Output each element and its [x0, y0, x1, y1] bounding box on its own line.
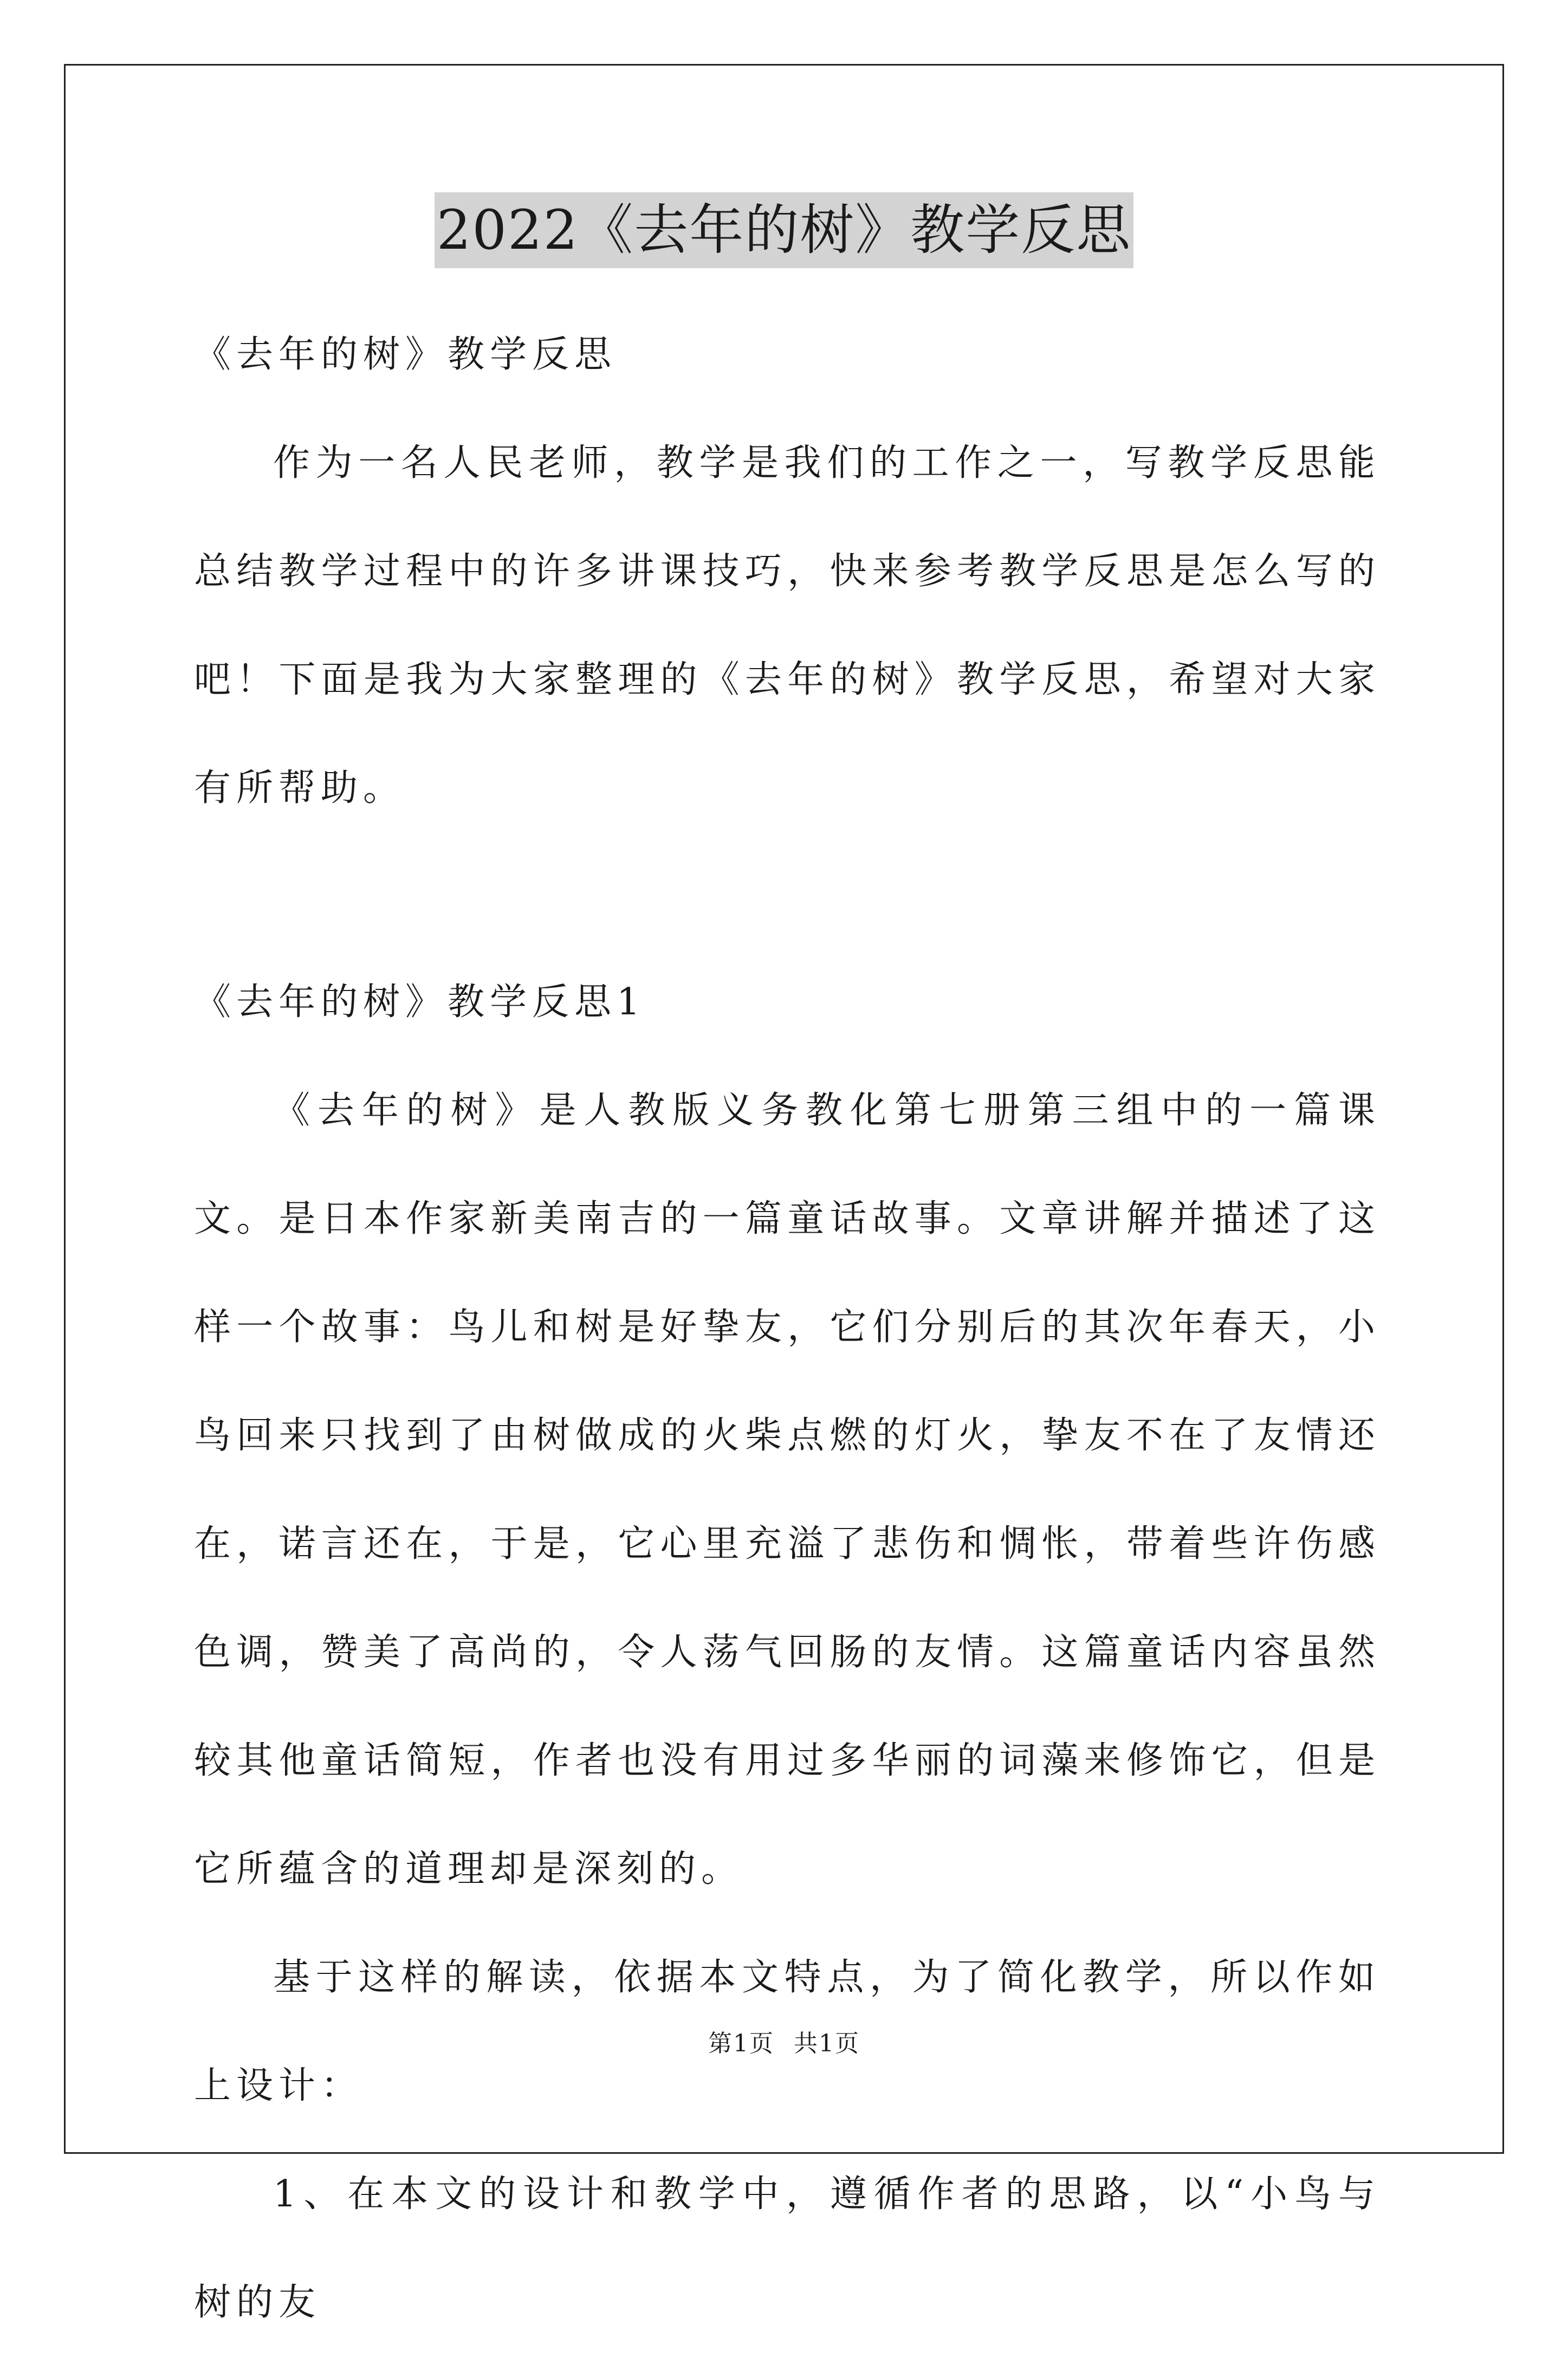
page-number-total: 共1页 — [794, 2030, 860, 2057]
page-footer — [0, 2024, 1568, 2058]
document-title: 2022《去年的树》教学反思 — [435, 192, 1134, 268]
page-number-current: 第1页 — [708, 2030, 774, 2057]
title-container — [0, 192, 1568, 268]
body-paragraph: 基于这样的解读，依据本文特点，为了简化教学，所以作如上设计： — [194, 1956, 1381, 2107]
section-spacer — [194, 843, 1381, 948]
section-heading: 《去年的树》教学反思1 — [194, 981, 646, 1024]
intro-paragraph: 作为一名人民老师，教学是我们的工作之一，写教学反思能总结教学过程中的许多讲课技巧，快来参考教学反思是怎么写的吧！下面是我为大家整理的《去年的树》教学反思，希望对大家有所帮助。 — [194, 442, 1381, 810]
subtitle: 《去年的树》教学反思 — [194, 333, 617, 376]
body-paragraph: 《去年的树》是人教版义务教化第七册第三组中的一篇课文。是日本作家新美南吉的一篇童话故事。文章讲解并描述了这样一个故事：鸟儿和树是好挚友，它们分别后的其次年春天，小鸟回来只找到了由树做成的火柴点燃的灯火，挚友不在了友情还在，诺言还在，于是，它心里充溢了悲伤和惆怅，带着些许伤感色调，赞美了高尚的，令人荡气回肠的友情。这篇童话内容虽然较其他童话简短，作者也没有用过多华丽的词藻来修饰它，但是它所蕴含的道理却是深刻的。 — [194, 1089, 1381, 1890]
body-paragraph: 1、在本文的设计和教学中，遵循作者的思路，以“小鸟与树的友 — [194, 2173, 1381, 2324]
